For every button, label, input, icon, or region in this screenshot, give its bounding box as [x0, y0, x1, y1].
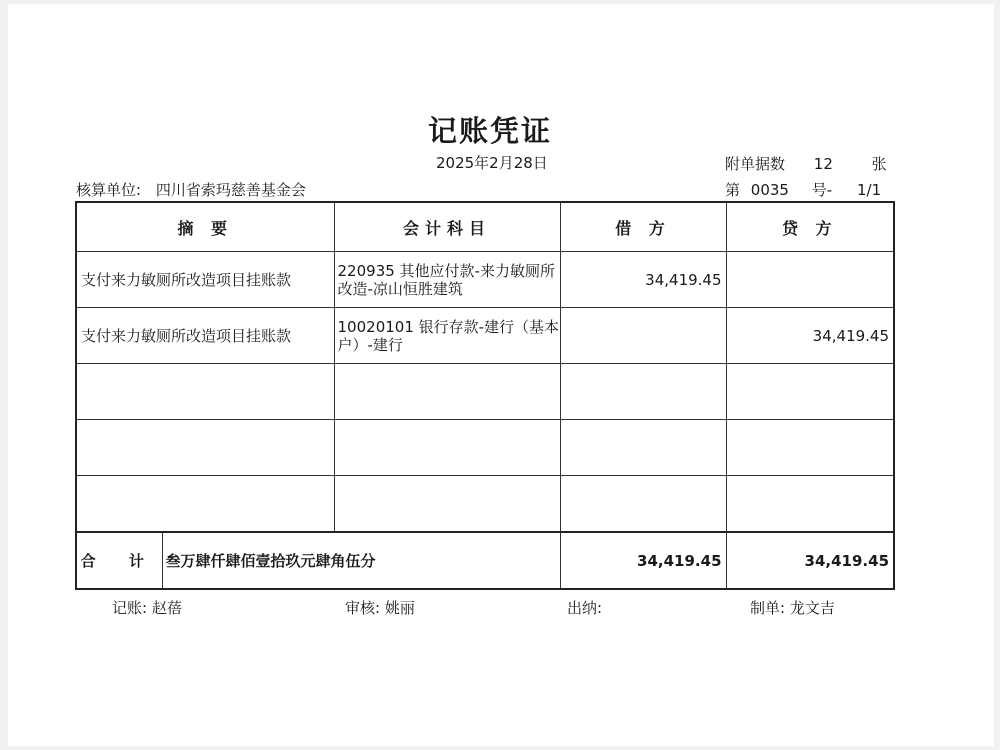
row-credit — [726, 364, 894, 420]
row-debit — [560, 420, 726, 476]
row-debit — [560, 364, 726, 420]
header-account: 会计科目 — [334, 202, 560, 252]
row-summary: 支付来力敏厕所改造项目挂账款 — [76, 252, 334, 308]
voucher-date: 2025年2月28日 — [436, 154, 548, 172]
total-debit: 34,419.45 — [560, 532, 726, 589]
preparer-signature: 制单: 龙文吉 — [750, 599, 835, 617]
accounting-unit — [76, 179, 306, 200]
header-debit: 借 方 — [560, 202, 726, 252]
total-credit: 34,419.45 — [726, 532, 894, 589]
row-account — [334, 476, 560, 533]
table-header — [76, 202, 894, 252]
attachment-count — [725, 153, 887, 174]
row-summary — [76, 476, 334, 533]
total-row — [76, 532, 894, 589]
voucher-title: 记账凭证 — [427, 114, 552, 148]
row-debit — [560, 476, 726, 533]
total-label: 合 计 — [76, 532, 162, 589]
reviewer-signature: 审核: 姚丽 — [345, 599, 415, 617]
row-credit — [726, 420, 894, 476]
attachment-label: 附单据数 — [725, 155, 786, 173]
row-summary: 支付来力敏厕所改造项目挂账款 — [76, 308, 334, 364]
table-row — [76, 308, 894, 364]
voucher-number — [725, 179, 881, 200]
row-credit — [726, 476, 894, 533]
attachment-unit: 张 — [871, 155, 887, 173]
row-account — [334, 364, 560, 420]
table-row — [76, 476, 894, 533]
row-credit — [726, 252, 894, 308]
voucher-page: 1/1 — [856, 181, 882, 199]
accounting-unit-label: 核算单位: — [76, 181, 142, 199]
accounting-unit-name: 四川省索玛慈善基金会 — [155, 181, 306, 199]
header-credit: 贷 方 — [726, 202, 894, 252]
voucher-number-suffix: 号- — [811, 181, 833, 199]
attachment-number: 12 — [813, 155, 833, 173]
header-summary: 摘 要 — [76, 202, 334, 252]
table-row — [76, 252, 894, 308]
cashier-signature: 出纳: — [567, 599, 603, 617]
table-row — [76, 420, 894, 476]
row-summary — [76, 364, 334, 420]
bookkeeper-signature: 记账: 赵蓓 — [112, 599, 182, 617]
voucher-number-prefix: 第 — [725, 181, 741, 199]
voucher-sheet — [8, 4, 994, 746]
total-amount-in-words: 叁万肆仟肆佰壹拾玖元肆角伍分 — [162, 532, 560, 589]
row-debit — [560, 308, 726, 364]
row-account — [334, 420, 560, 476]
row-account: 220935 其他应付款-来力敏厕所改造-凉山恒胜建筑 — [334, 252, 560, 308]
voucher-table — [75, 201, 895, 590]
row-summary — [76, 420, 334, 476]
row-debit: 34,419.45 — [560, 252, 726, 308]
row-credit: 34,419.45 — [726, 308, 894, 364]
voucher-number-value: 0035 — [750, 181, 789, 199]
row-account: 10020101 银行存款-建行（基本户）-建行 — [334, 308, 560, 364]
table-row — [76, 364, 894, 420]
